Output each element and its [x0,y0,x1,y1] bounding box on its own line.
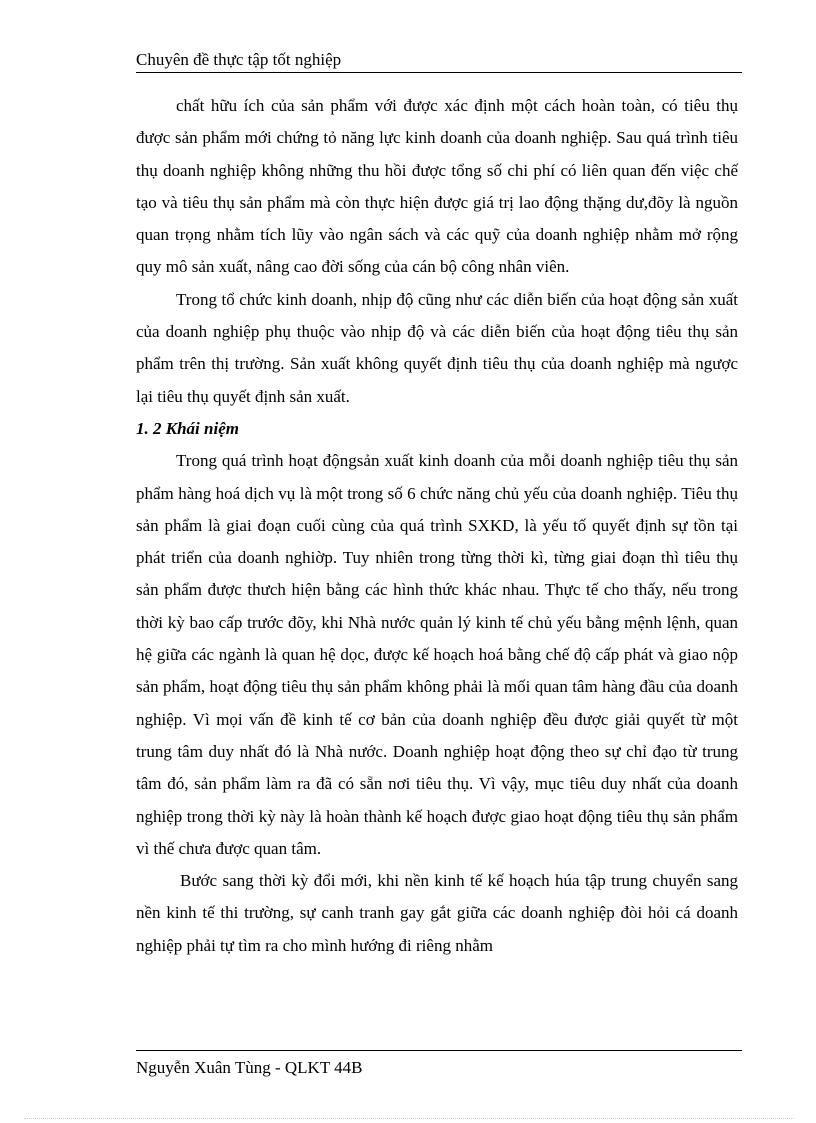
page-footer [136,1050,742,1080]
paragraph-organization: Trong tổ chức kinh doanh, nhịp độ cũng như các diễn biến của hoạt động sản xuất của doanh nghiệp phụ thuộc vào nhịp độ và các diễn biến của hoạt động tiêu thụ sản phẩm trên thị trường. Sản xuất không quyết định tiêu thụ của doanh nghiệp mà ngược lại tiêu thụ quyết định sản xuất. [136,289,738,406]
footer-author: Nguyễn Xuân Tùng - QLKT 44B [136,1058,363,1077]
section-heading-concept: 1. 2 Khái niệm [136,418,239,438]
paragraph-continuation: chất hữu ích của sản phẩm với được xác định một cách hoàn toàn, có tiêu thụ được sản phẩm mới chứng tỏ năng lực kinh doanh của doanh nghiệp. Sau quá trình tiêu thụ doanh nghiệp không những thu hồi được tổng số chi phí có liên quan đến việc chế tạo và tiêu thụ sản phẩm mà còn thực hiện được giá trị lao động thặng dư,đõy là nguồn quan trọng nhằm tích lũy vào ngân sách và các quỹ của doanh nghiệp nhằm mở rộng quy mô sản xuất, nâng cao đời sống của cán bộ công nhân viên. [136,96,738,277]
page-header [136,48,742,73]
paragraph-renovation: Bước sang thời kỳ đổi mới, khi nền kinh tế kế hoạch húa tập trung chuyển sang nền kinh tế thi trường, sự canh tranh gay gắt giữa các doanh nghiệp đòi hỏi cá doanh nghiệp phải tự tìm ra cho mình hướng đi riêng nhằm [136,871,738,955]
document-body [136,90,738,962]
page-bottom-edge [24,1118,794,1119]
header-title: Chuyên đề thực tập tốt nghiệp [136,50,342,69]
paragraph-concept: Trong quá trình hoạt độngsản xuất kinh doanh của mỗi doanh nghiệp tiêu thụ sản phẩm hàng hoá dịch vụ là một trong số 6 chức năng chủ yếu của doanh nghiệp. Tiêu thụ sản phẩm là giai đoạn cuối cùng của quá trình SXKD, là yếu tố quyết định sự tồn tại phát triển của doanh nghiờp. Tuy nhiên trong từng thời kì, từng giai đoạn thì tiêu thụ sản phẩm được thưch hiện bằng các hình thức khác nhau. Thực tế cho thấy, nếu trong thời kỳ bao cấp trước đõy, khi Nhà nước quản lý kinh tế chủ yếu bằng mệnh lệnh, quan hệ giữa các ngành là quan hệ dọc, được kế hoạch hoá bằng chế độ cấp phát và giao nộp sản phẩm, hoạt động tiêu thụ sản phẩm không phải là mối quan tâm hàng đầu của doanh nghiệp. Vì mọi vấn đề kinh tế cơ bản của doanh nghiệp đều được giải quyết từ một trung tâm duy nhất đó là Nhà nước. Doanh nghiệp hoạt động theo sự chỉ đạo từ trung tâm đó, sản phẩm làm ra đã có sẵn nơi tiêu thụ. Vì vậy, mục tiêu duy nhất của doanh nghiệp trong thời kỳ này là hoàn thành kế hoạch được giao hoạt động tiêu thụ sản phẩm vì thế chưa được quan tâm. [136,451,738,858]
